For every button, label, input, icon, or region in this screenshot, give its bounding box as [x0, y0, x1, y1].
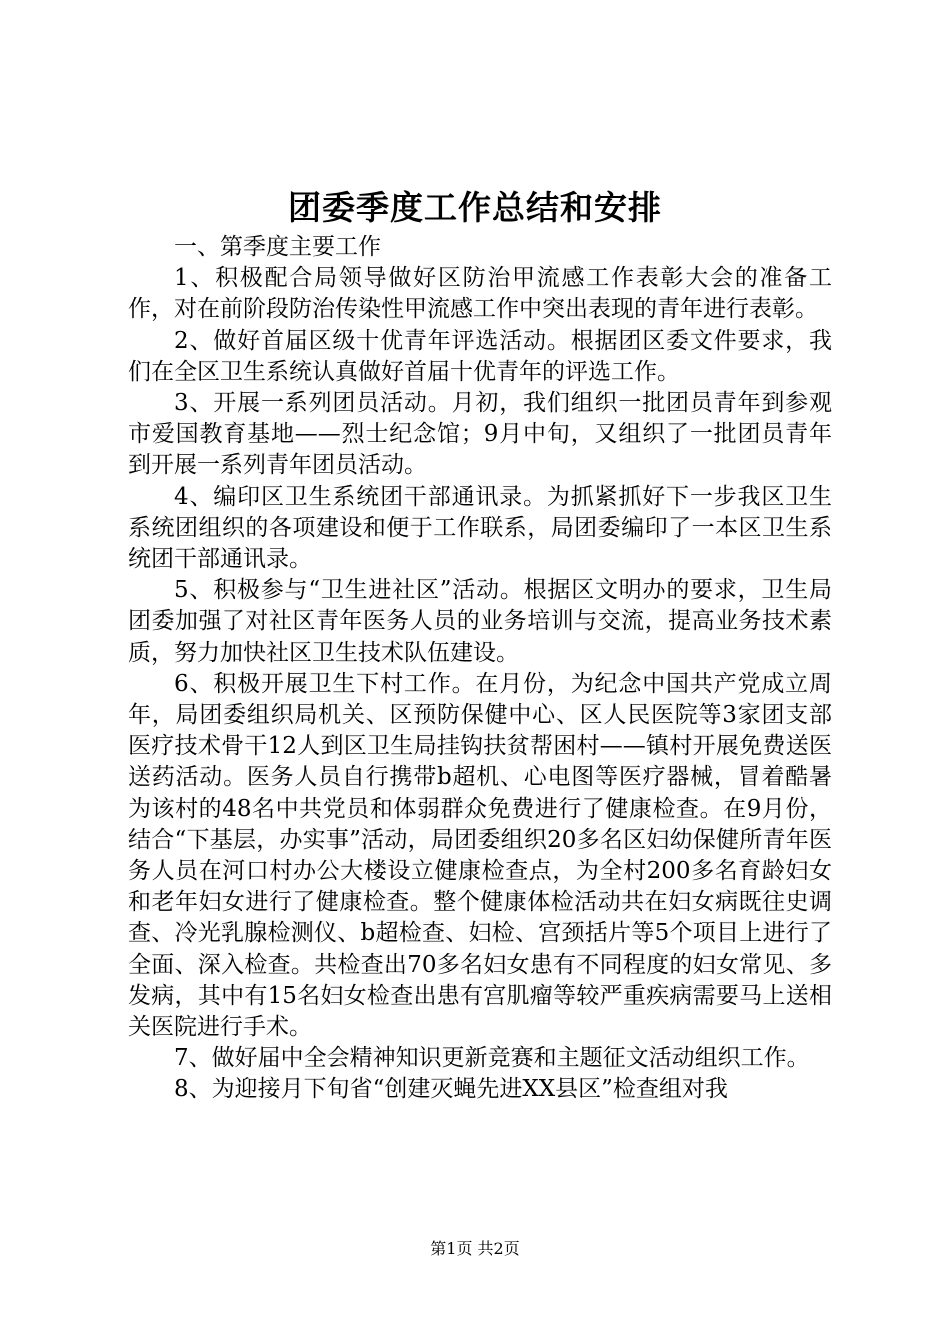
- section-heading: 一、第季度主要工作: [174, 234, 381, 260]
- document-body: [128, 232, 832, 1106]
- page-footer: 第1页 共2页: [430, 1239, 520, 1258]
- body-paragraph: 1、积极配合局领导做好区防治甲流感工作表彰大会的准备工作，对在前阶段防治传染性甲流感工作中突出表现的青年进行表彰。: [128, 265, 832, 323]
- body-paragraph: 6、积极开展卫生下村工作。在月份，为纪念中国共产党成立周年，局团委组织局机关、区预防保健中心、区人民医院等3家团支部医疗技术骨干12人到区卫生局挂钩扶贫帮困村——镇村开展免费送医送药活动。医务人员自行携带b超机、心电图等医疗器械，冒着酷暑为该村的48名中共党员和体弱群众免费进行了健康检查。在9月份，结合“下基层，办实事”活动，局团委组织20多名区妇幼保健所青年医务人员在河口村办公大楼设立健康检查点，为全村200多名育龄妇女和老年妇女进行了健康检查。整个健康体检活动共在妇女病既往史调查、冷光乳腺检测仪、b超检查、妇检、宫颈括片等5个项目上进行了全面、深入检查。共检查出70多名妇女患有不同程度的妇女常见、多发病，其中有15名妇女检查出患有宫肌瘤等较严重疾病需要马上送相关医院进行手术。: [128, 670, 832, 1041]
- body-paragraph: 3、开展一系列团员活动。月初，我们组织一批团员青年到参观市爱国教育基地——烈士纪念馆；9月中旬，又组织了一批团员青年到开展一系列青年团员活动。: [128, 390, 832, 479]
- body-paragraph: 8、为迎接月下旬省“创建灭蝇先进XX县区”检查组对我: [174, 1076, 728, 1103]
- body-paragraph: 4、编印区卫生系统团干部通讯录。为抓紧抓好下一步我区卫生系统团组织的各项建设和便于工作联系，局团委编印了一本区卫生系统团干部通讯录。: [128, 483, 832, 573]
- body-paragraph: 7、做好届中全会精神知识更新竞赛和主题征文活动组织工作。: [174, 1045, 810, 1072]
- body-paragraph: 2、做好首届区级十优青年评选活动。根据团区委文件要求，我们在全区卫生系统认真做好首届十优青年的评选工作。: [128, 327, 832, 385]
- body-paragraph: 5、积极参与“卫生进社区”活动。根据区文明办的要求，卫生局团委加强了对社区青年医务人员的业务培训与交流，提高业务技术素质，努力加快社区卫生技术队伍建设。: [128, 577, 832, 666]
- document-title: 团委季度工作总结和安排: [288, 188, 662, 227]
